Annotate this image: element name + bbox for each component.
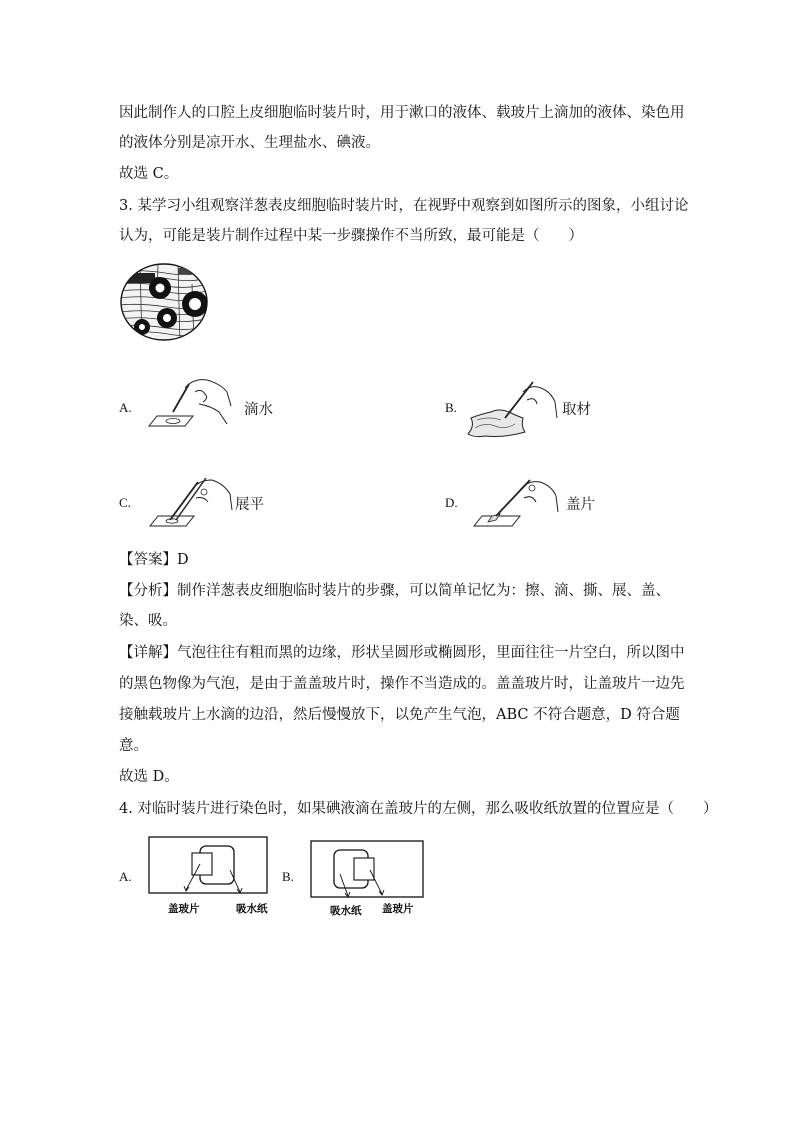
q3-option-a-image	[145, 376, 235, 436]
q3-option-a-letter: A.	[119, 400, 132, 415]
prev-answer-line-2: 的液体分别是凉开水、生理盐水、碘液。	[119, 135, 380, 151]
q3-option-a-label: 滴水	[244, 402, 273, 418]
q4-option-a-right-caption: 吸水纸	[236, 903, 268, 915]
q3-option-c-label: 展平	[235, 497, 264, 513]
q3-microscope-view-image	[120, 264, 210, 344]
q3-detail-line-4: 意。	[119, 738, 148, 754]
q3-option-d-letter: D.	[445, 495, 458, 510]
q3-option-b-letter: B.	[445, 400, 457, 415]
q3-analysis-line-1: 【分析】制作洋葱表皮细胞临时装片的步骤，可以简单记忆为：擦、滴、撕、展、盖、	[119, 583, 670, 599]
q4-stem: 4. 对临时装片进行染色时，如果碘液滴在盖玻片的左侧，那么吸收纸放置的位置应是（ ）	[119, 801, 718, 817]
prev-answer-conclusion: 故选 C。	[119, 166, 179, 182]
q3-option-b-label: 取材	[562, 402, 591, 418]
q4-option-b-right-caption: 盖玻片	[382, 903, 414, 915]
q3-option-c-letter: C.	[119, 495, 131, 510]
q3-detail-line-2: 的黑色物像为气泡，是由于盖盖玻片时，操作不当造成的。盖盖玻片时，让盖玻片一边先	[119, 676, 685, 692]
q3-answer: 【答案】D	[119, 552, 189, 568]
q3-detail-line-3: 接触载玻片上水滴的边沿，然后慢慢放下，以免产生气泡，ABC 不符合题意，D 符合题	[119, 707, 680, 723]
q3-analysis-line-2: 染、吸。	[119, 613, 177, 629]
prev-answer-line-1: 因此制作人的口腔上皮细胞临时装片时，用于漱口的液体、载玻片上滴加的液体、染色用	[119, 105, 685, 121]
q3-stem-line-1: 3. 某学习小组观察洋葱表皮细胞临时装片时，在视野中观察到如图所示的图象，小组讨论	[119, 198, 689, 214]
q3-conclusion: 故选 D。	[119, 769, 179, 785]
q4-option-a-letter: A.	[119, 869, 132, 884]
q3-option-b-image	[465, 378, 560, 442]
q3-detail-line-1: 【详解】气泡往往有粗而黑的边缘，形状呈圆形或椭圆形，里面往往一片空白，所以图中	[119, 645, 685, 661]
q3-option-d-label: 盖片	[566, 497, 595, 513]
q3-option-c-image	[146, 472, 236, 532]
q3-option-d-image	[470, 472, 562, 532]
q3-stem-line-2: 认为，可能是装片制作过程中某一步骤操作不当所致，最可能是（ ）	[119, 228, 583, 244]
q4-option-b-letter: B.	[282, 869, 294, 884]
q4-option-a-diagram	[148, 836, 273, 918]
q4-option-b-left-caption: 吸水纸	[330, 905, 362, 917]
q4-option-a-left-caption: 盖玻片	[168, 903, 200, 915]
q4-option-b-diagram	[310, 840, 430, 920]
